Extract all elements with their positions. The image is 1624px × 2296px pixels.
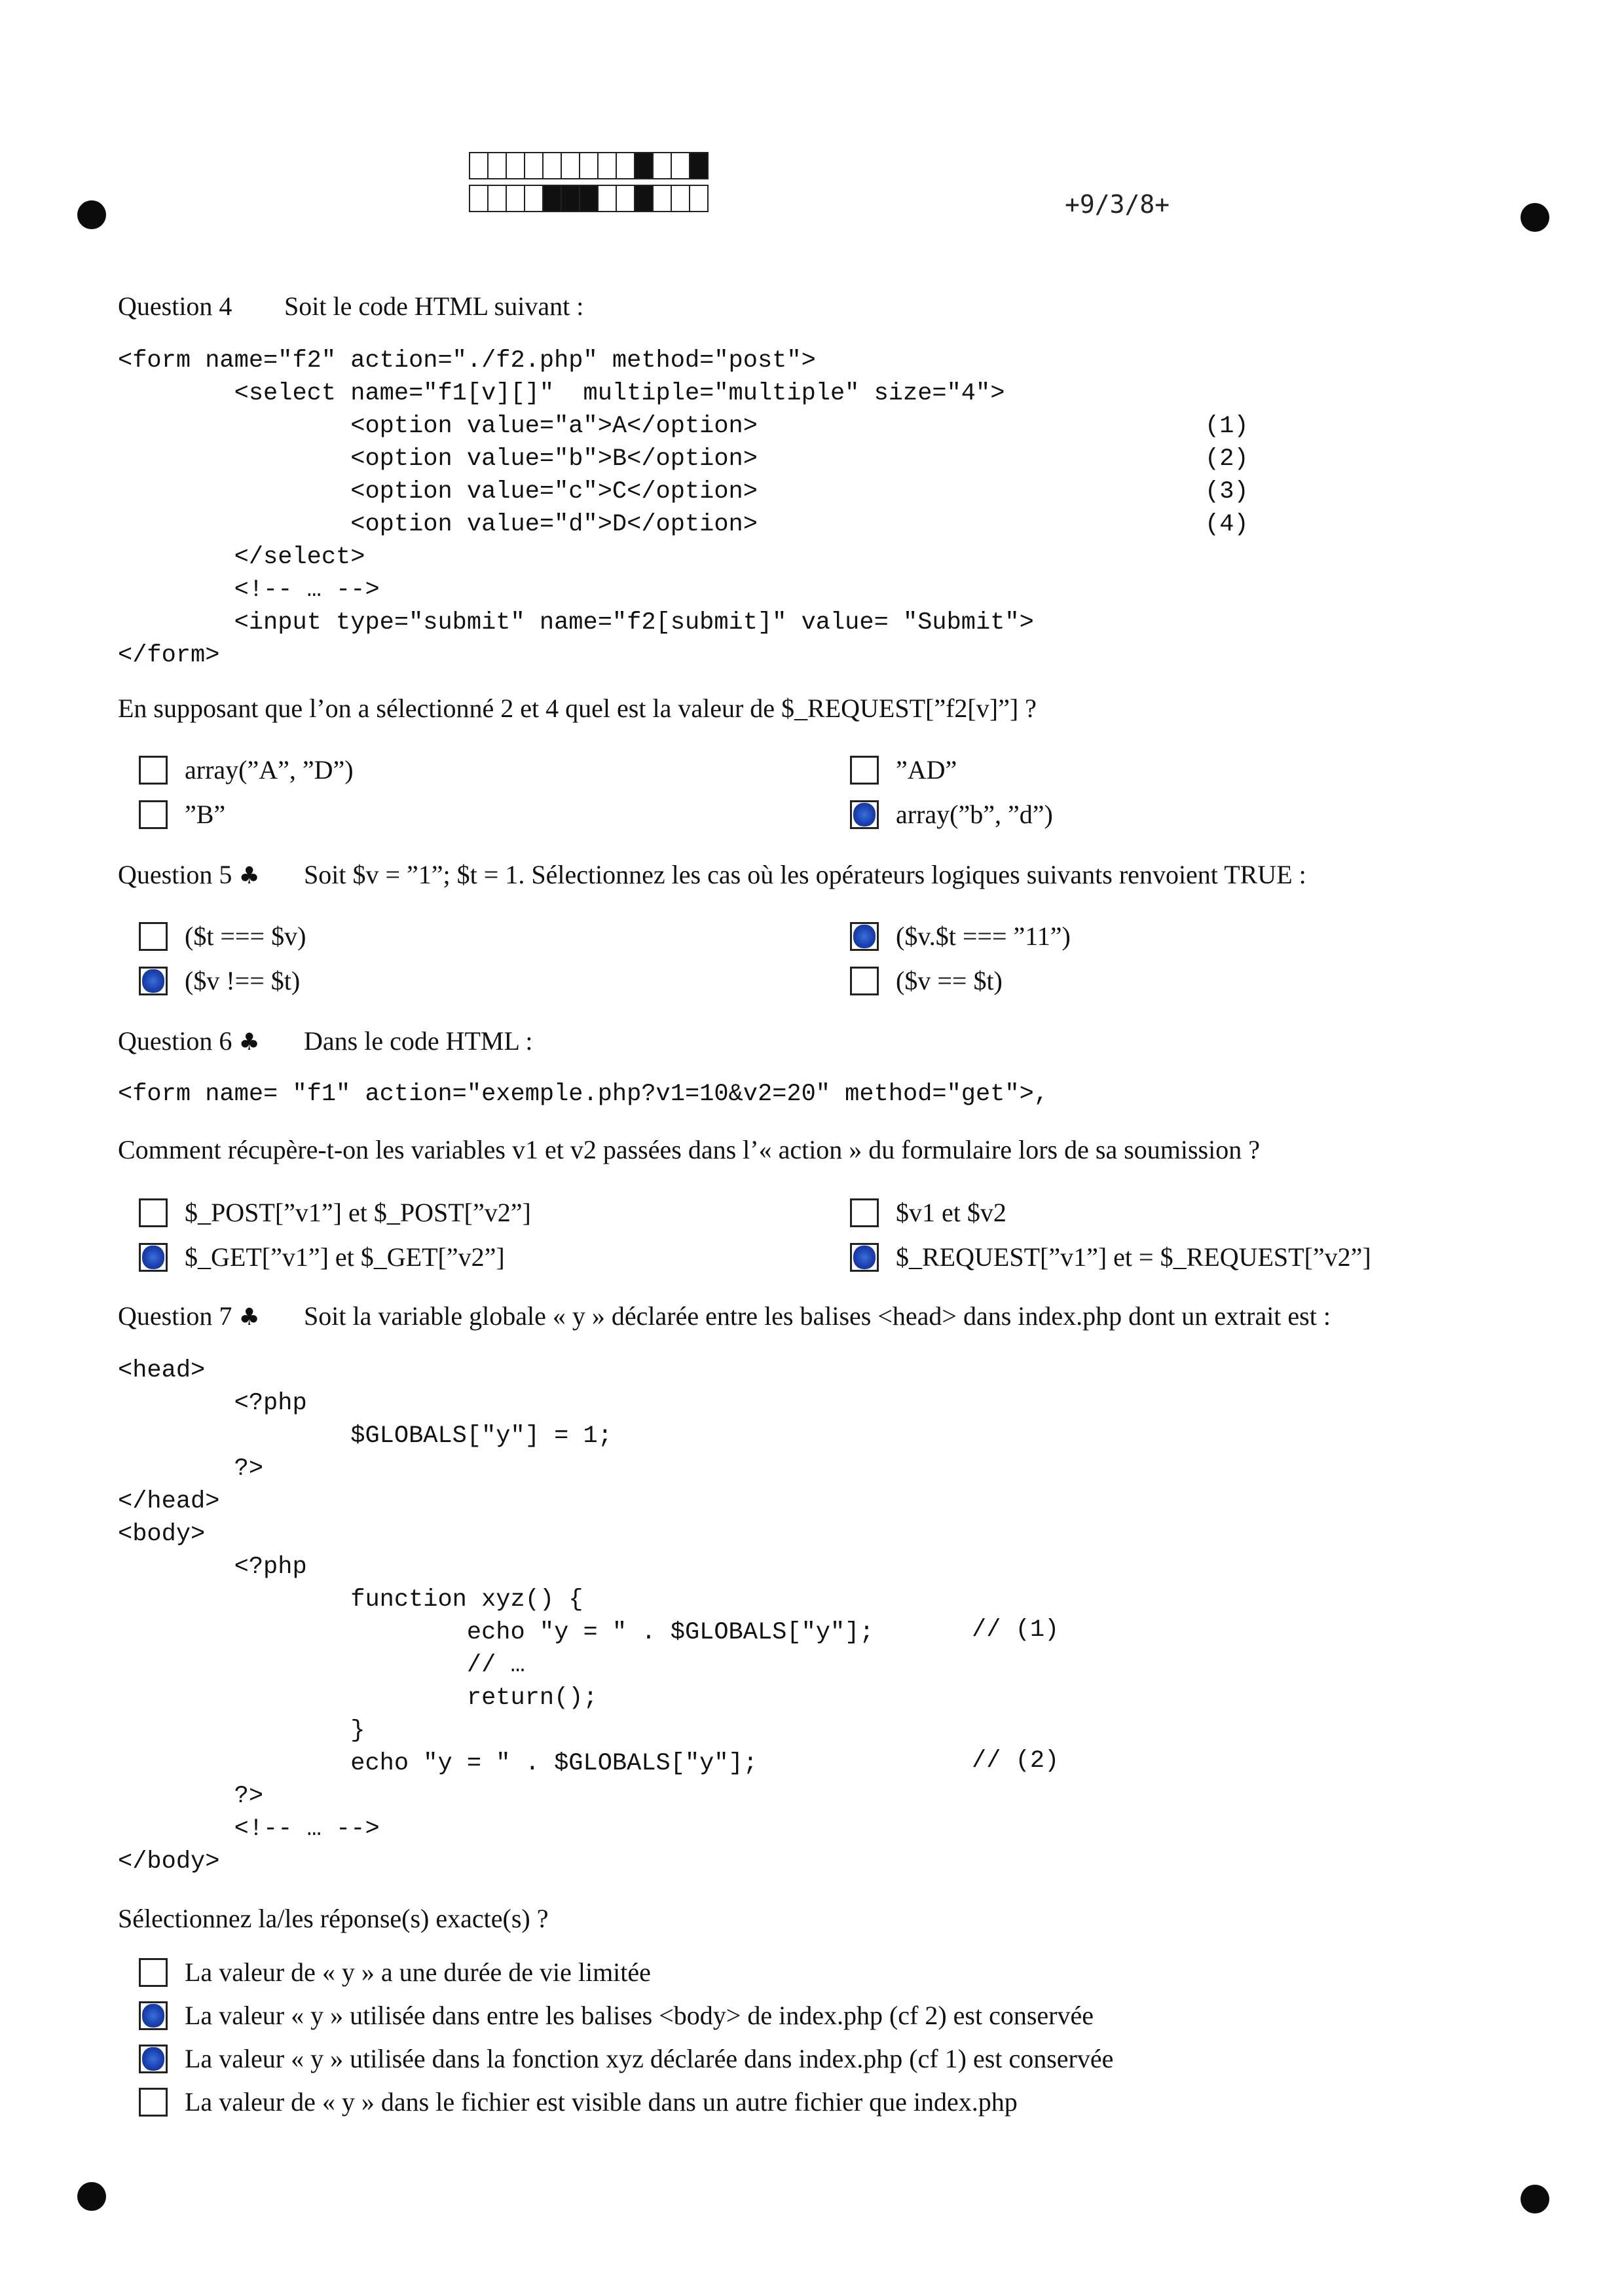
q7-code-line: </head>: [118, 1488, 220, 1515]
barcode-cell: [524, 185, 544, 212]
q4-code-line: </form>: [118, 642, 220, 669]
q7-code-line: <?php: [118, 1553, 307, 1581]
question-7-label: Question 7: [118, 1301, 232, 1331]
q7-code-line: <body>: [118, 1521, 206, 1548]
q7-option-4-checkbox[interactable]: [139, 2088, 168, 2117]
question-5-header: [118, 859, 1559, 892]
q7-code-line: }: [118, 1717, 365, 1745]
q7-code-line: ?>: [118, 1783, 264, 1810]
question-4-header: [118, 291, 1428, 324]
q7-code-line: <?php: [118, 1390, 307, 1417]
barcode-cell: [469, 185, 489, 212]
barcode-cell: [634, 185, 654, 212]
question-7-prompt: Sélectionnez la/les réponse(s) exacte(s) ?: [118, 1904, 549, 1933]
question-7-header: [118, 1301, 1591, 1333]
barcode-cell: [542, 185, 562, 212]
q5-option-1-checkbox[interactable]: [139, 922, 168, 951]
q7-code-line: <!-- … -->: [118, 1815, 380, 1843]
barcode-cell: [506, 152, 525, 179]
question-4-prompt: En supposant que l’on a sélectionné 2 et 4 quel est la valeur de $_REQUEST[”f2[v]”] ?: [118, 694, 1037, 723]
q4-option-1-checkbox[interactable]: [139, 756, 168, 785]
question-4-line-numbers: [1205, 410, 1249, 541]
q7-code-line: function xyz() {: [118, 1586, 583, 1614]
barcode-cell: [542, 152, 562, 179]
question-4-label: Question 4: [118, 291, 232, 321]
q5-option-1-label: ($t === $v): [185, 921, 306, 951]
q4-line-number-line: (4): [1205, 511, 1249, 538]
question-5-label: Question 5: [118, 860, 232, 889]
q7-code-line: echo "y = " . $GLOBALS["y"];: [118, 1750, 758, 1777]
q6-option-3-checkbox[interactable]: [139, 1243, 168, 1272]
q4-code-line: <!-- … -->: [118, 576, 380, 604]
q4-code-line: <option value="a">A</option>: [118, 413, 758, 440]
q7-code-line: </body>: [118, 1848, 220, 1876]
q4-code-line: <form name="f2" action="./f2.php" method="post">: [118, 347, 816, 375]
q4-option-4-label: array(”b”, ”d”): [896, 800, 1053, 829]
q5-option-4-label: ($v == $t): [896, 966, 1003, 995]
q7-code-line: $GLOBALS["y"] = 1;: [118, 1422, 612, 1450]
q7-code-line: echo "y = " . $GLOBALS["y"];: [118, 1619, 874, 1646]
question-5-club-icon: ♣: [238, 862, 260, 889]
q7-option-3-label: La valeur « y » utilisée dans la fonction xyz déclarée dans index.php (cf 1) est conservée: [185, 2044, 1114, 2073]
q6-option-3-label: $_GET[”v1”] et $_GET[”v2”]: [185, 1242, 505, 1272]
barcode-row-1: [469, 152, 707, 179]
barcode-cell: [561, 185, 580, 212]
q7-option-4-label: La valeur de « y » dans le fichier est visible dans un autre fichier que index.php: [185, 2087, 1018, 2117]
question-7-code: [118, 1354, 874, 1878]
q7-option-1-label: La valeur de « y » a une durée de vie limitée: [185, 1957, 651, 1987]
q7-option-3-checkbox[interactable]: [139, 2045, 168, 2073]
registration-dot-bottom-left: [77, 2182, 106, 2211]
registration-dot-bottom-right: [1521, 2185, 1549, 2213]
barcode-cell: [579, 185, 599, 212]
barcode-cell: [652, 185, 672, 212]
barcode-cell: [579, 152, 599, 179]
q5-option-2-checkbox[interactable]: [850, 922, 879, 951]
q4-line-number-line: (2): [1205, 445, 1249, 473]
q7-code-line: <head>: [118, 1357, 206, 1384]
q7-code-line: ?>: [118, 1455, 264, 1483]
barcode-cell: [634, 152, 654, 179]
q7-code-line: // …: [118, 1652, 525, 1679]
barcode-cell: [671, 185, 690, 212]
q4-code-line: <select name="f1[v][]" multiple="multiple" size="4">: [118, 380, 1005, 407]
q4-code-line: </select>: [118, 544, 365, 571]
barcode-cell: [671, 152, 690, 179]
barcode-cell: [689, 152, 709, 179]
registration-dot-top-left: [77, 200, 106, 229]
q4-line-number-line: (3): [1205, 478, 1249, 506]
q4-code-line: <option value="b">B</option>: [118, 445, 758, 473]
barcode-row-2: [469, 185, 707, 212]
q4-option-2-checkbox[interactable]: [850, 756, 879, 785]
barcode-cell: [469, 152, 489, 179]
q4-option-1-label: array(”A”, ”D”): [185, 755, 354, 785]
q4-code-line: <option value="c">C</option>: [118, 478, 758, 506]
barcode-cell: [616, 185, 635, 212]
question-6-header: [118, 1026, 1428, 1058]
question-7-text: Soit la variable globale « y » déclarée entre les balises <head> dans index.php dont un extrait est :: [304, 1301, 1331, 1331]
q4-option-3-label: ”B”: [185, 800, 226, 829]
q6-option-4-label: $_REQUEST[”v1”] et = $_REQUEST[”v2”]: [896, 1242, 1371, 1272]
barcode-cell: [487, 185, 507, 212]
barcode-cell: [597, 185, 617, 212]
barcode-cell: [616, 152, 635, 179]
q6-option-1-checkbox[interactable]: [139, 1198, 168, 1227]
question-6-label: Question 6: [118, 1026, 232, 1056]
q7-code-line: return();: [118, 1684, 598, 1712]
registration-dot-top-right: [1521, 203, 1549, 232]
q7-option-1-checkbox[interactable]: [139, 1958, 168, 1987]
q6-option-1-label: $_POST[”v1”] et $_POST[”v2”]: [185, 1198, 531, 1227]
question-5-text: Soit $v = ”1”; $t = 1. Sélectionnez les cas où les opérateurs logiques suivants renvoient TRUE :: [304, 860, 1306, 889]
question-4-code: [118, 344, 1034, 672]
barcode-cell: [689, 185, 709, 212]
question-6-prompt: Comment récupère-t-on les variables v1 et v2 passées dans l’« action » du formulaire lors de sa soumission ?: [118, 1135, 1260, 1164]
q6-option-2-checkbox[interactable]: [850, 1198, 879, 1227]
q5-option-2-label: ($v.$t === ”11”): [896, 921, 1071, 951]
barcode-cell: [561, 152, 580, 179]
q4-option-2-label: ”AD”: [896, 755, 957, 785]
question-7-comment-1: // (1): [972, 1616, 1060, 1644]
q5-option-4-checkbox[interactable]: [850, 967, 879, 995]
question-6-code: <form name= "f1" action="exemple.php?v1=10&v2=20" method="get">,: [118, 1081, 1049, 1108]
q6-option-4-checkbox[interactable]: [850, 1243, 879, 1272]
barcode-cell: [506, 185, 525, 212]
q4-code-line: <input type="submit" name="f2[submit]" value= "Submit">: [118, 609, 1034, 637]
q4-option-4-checkbox[interactable]: [850, 800, 879, 829]
question-6-club-icon: ♣: [238, 1029, 260, 1056]
q5-option-3-label: ($v !== $t): [185, 966, 301, 995]
barcode-cell: [597, 152, 617, 179]
question-4-text: Soit le code HTML suivant :: [284, 291, 584, 321]
q4-code-line: <option value="d">D</option>: [118, 511, 758, 538]
barcode-cell: [524, 152, 544, 179]
q4-line-number-line: (1): [1205, 413, 1249, 440]
q7-option-2-label: La valeur « y » utilisée dans entre les balises <body> de index.php (cf 2) est conservée: [185, 2001, 1094, 2030]
q4-option-3-checkbox[interactable]: [139, 800, 168, 829]
question-7-comment-2: // (2): [972, 1747, 1060, 1775]
q6-option-2-label: $v1 et $v2: [896, 1198, 1006, 1227]
page-serial: +9/3/8+: [1065, 190, 1170, 219]
q5-option-3-checkbox[interactable]: [139, 967, 168, 995]
question-7-club-icon: ♣: [238, 1304, 260, 1331]
barcode-cell: [652, 152, 672, 179]
question-6-text: Dans le code HTML :: [304, 1026, 533, 1056]
barcode-cell: [487, 152, 507, 179]
q7-option-2-checkbox[interactable]: [139, 2001, 168, 2030]
